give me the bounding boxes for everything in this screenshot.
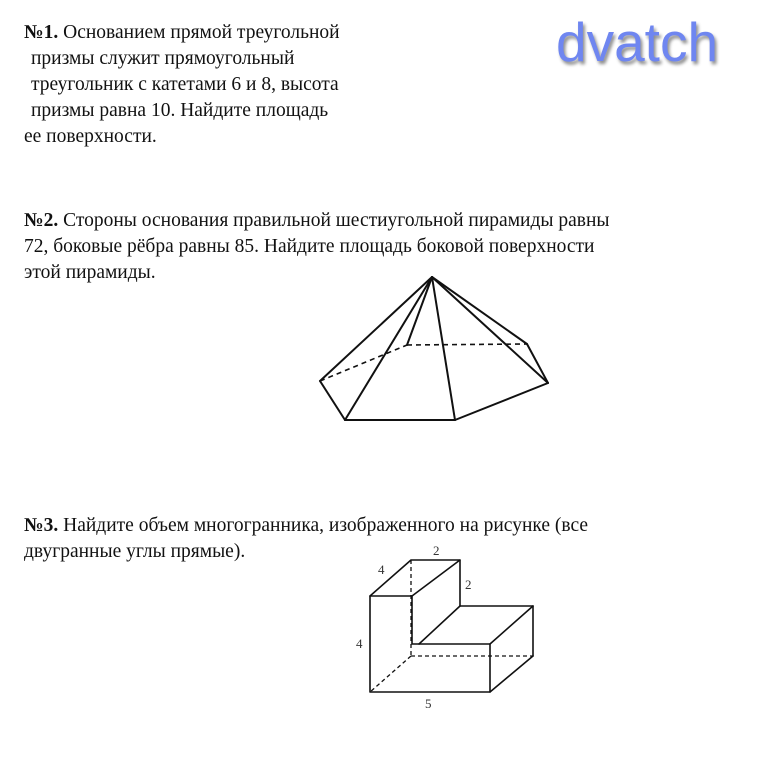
problem-1-line-4: призмы равна 10. Найдите площадь [31,100,329,121]
problem-2-line-3: этой пирамиды. [24,262,156,283]
problem-2-text-1: Стороны основания правильной шестиугольной пирамиды равны [63,210,610,231]
label-top-depth: 4 [378,562,385,577]
label-left-height: 4 [356,636,363,651]
label-step-height: 2 [465,577,472,592]
hidden-edge [370,656,411,692]
label-bottom-length: 5 [425,696,432,711]
problem-3-line-2: двугранные углы прямые). [24,541,246,562]
problem-1-line-5: ее поверхности. [24,126,157,147]
problem-1-line-3: треугольник с катетами 6 и 8, высота [31,74,339,95]
label-top-width: 2 [433,543,440,558]
right-block-edge [490,656,533,692]
watermark-text: dvatch [556,11,719,73]
step-edge [490,606,533,644]
problem-1-number: №1. [24,22,59,43]
problem-3-number: №3. [24,515,59,536]
problem-2-line-2: 72, боковые рёбра равны 85. Найдите площадь боковой поверхности [24,236,595,257]
problem-1-text-1: Основанием прямой треугольной [63,22,340,43]
problem-2-number: №2. [24,210,59,231]
front-face [370,596,490,692]
problem-1-line-2: призмы служит прямоугольный [31,48,295,69]
tall-block-edge [419,606,460,644]
problem-3-text-1: Найдите объем многогранника, изображенного на рисунке (все [63,515,589,536]
